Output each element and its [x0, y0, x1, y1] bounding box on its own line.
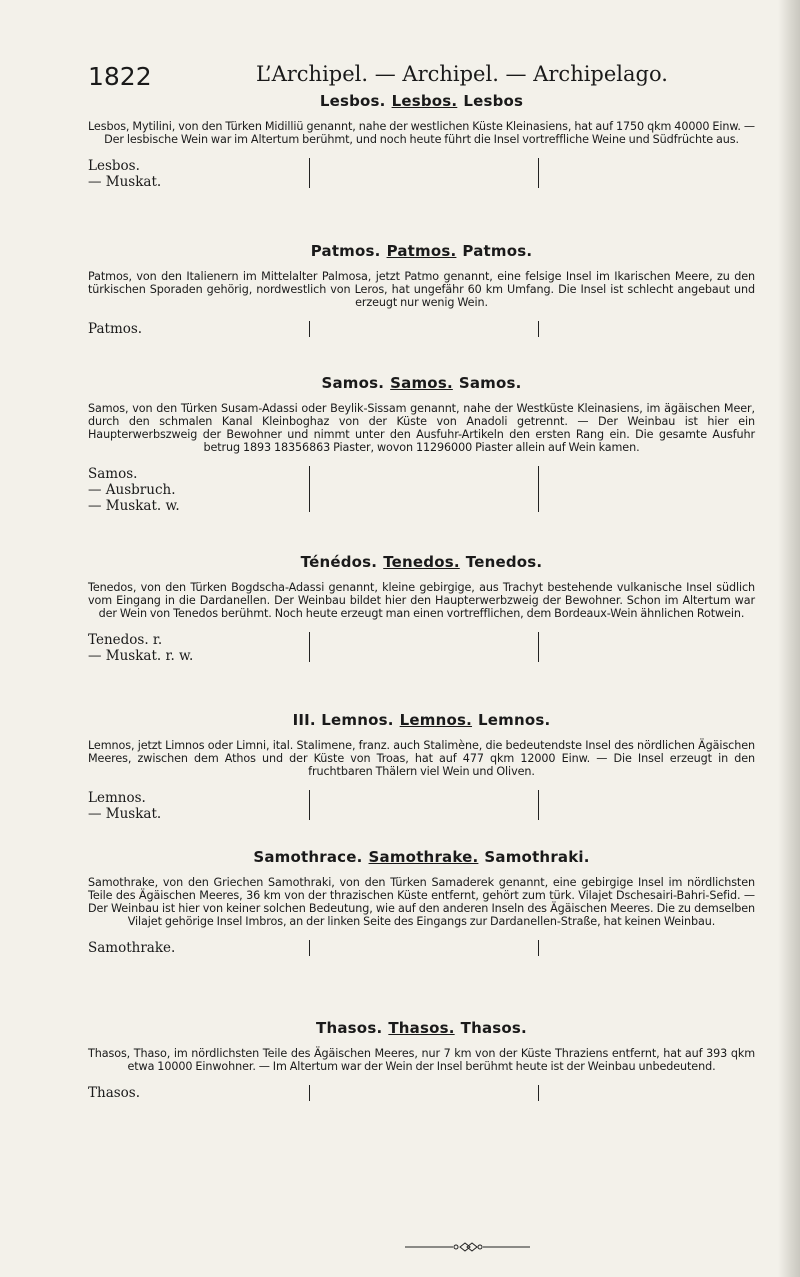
name-english: Patmos.: [462, 242, 533, 260]
wine-list: [88, 158, 755, 190]
wine-item: — Muskat. r. w.: [88, 648, 194, 664]
wine-list: [88, 632, 755, 664]
entry-tenedos: [88, 553, 755, 664]
entry-heading: [88, 242, 755, 260]
name-french: Lesbos.: [319, 92, 386, 110]
name-french: Patmos.: [310, 242, 381, 260]
entry-description: Lemnos, jetzt Limnos oder Limni, ital. Stalimene, franz. auch Stalimène, die bedeutendste Insel des nördlichen Ägäischen Meeres, zwischen dem Athos und der Küste von Troas, hat auf 477 qkm 12000 Einw. — Die Insel erzeugt in den fruchtbaren Thälern viel Wein und Oliven.: [88, 739, 755, 778]
running-head: L’Archipel. — Archipel. — Archipelago.: [256, 62, 668, 86]
wine-list: [88, 321, 755, 337]
column-rule: [309, 790, 310, 820]
entry-description: Lesbos, Mytilini, von den Türken Midilliü genannt, nahe der westlichen Küste Kleinasiens, hat auf 1750 qkm 40000 Einw. — Der lesbische Wein war im Altertum berühmt, und noch heute führt die Insel vortreffliche Weine und Südfrüchte aus.: [88, 120, 755, 146]
column-rule: [538, 321, 539, 337]
entry-lemnos: [88, 711, 755, 822]
column-rule: [309, 321, 310, 337]
column-rule: [309, 1085, 310, 1101]
entry-heading: [88, 92, 755, 110]
wine-item: — Ausbruch.: [88, 482, 176, 498]
wine-item: — Muskat. w.: [88, 498, 180, 514]
name-german: Lemnos.: [399, 711, 473, 729]
page-edge: [778, 0, 800, 1277]
wine-item: Samos.: [88, 466, 138, 482]
entry-heading: [88, 711, 755, 729]
wine-item: Lemnos.: [88, 790, 146, 806]
wine-list: [88, 1085, 755, 1101]
entry-description: Tenedos, von den Türken Bogdscha-Adassi genannt, kleine gebirgige, aus Trachyt bestehende vulkanische Insel südlich vom Eingang in die Dardanellen. Der Weinbau bildet hier den Haupterwerbzweig der Bewohner. Schon im Altertum war der Wein von Tenedos berühmt. Noch heute erzeugt man einen vortrefflichen, dem Bordeaux-Wein ähnlichen Rotwein.: [88, 581, 755, 620]
column-rule: [309, 940, 310, 956]
wine-item: — Muskat.: [88, 174, 162, 190]
wine-item: Samothrake.: [88, 940, 176, 956]
column-rule: [538, 790, 539, 820]
entry-patmos: [88, 242, 755, 337]
entry-description: Thasos, Thaso, im nördlichsten Teile des Ägäischen Meeres, nur 7 km von der Küste Thraziens entfernt, hat auf 393 qkm etwa 10000 Einwohner. — Im Altertum war der Wein der Insel berühmt heute ist der Weinbau unbedeutend.: [88, 1047, 755, 1073]
entry-lesbos: [88, 92, 755, 190]
wine-item: Lesbos.: [88, 158, 140, 174]
name-german: Thasos.: [388, 1019, 455, 1037]
name-french: Samothrace.: [253, 848, 363, 866]
name-german: Patmos.: [386, 242, 457, 260]
name-english: Samothraki.: [484, 848, 590, 866]
column-rule: [538, 632, 539, 662]
wine-item: Tenedos. r.: [88, 632, 163, 648]
wine-list: [88, 940, 755, 956]
wine-list: [88, 466, 755, 514]
entry-samos: [88, 374, 755, 514]
column-rule: [538, 158, 539, 188]
wine-item: Thasos.: [88, 1085, 141, 1101]
page-number: 1822: [88, 62, 152, 91]
name-german: Samos.: [390, 374, 453, 392]
wine-list: [88, 790, 755, 822]
name-german: Tenedos.: [383, 553, 460, 571]
entry-heading: [88, 848, 755, 866]
column-rule: [309, 158, 310, 188]
column-rule: [538, 940, 539, 956]
name-french: Samos.: [321, 374, 385, 392]
name-english: Lesbos: [463, 92, 524, 110]
entry-description: Samothrake, von den Griechen Samothraki, von den Türken Samaderek genannt, eine gebirgige Insel im nördlichsten Teile des Ägäischen Meeres, 36 km von der thrazischen Küste entfernt, gehört zum türk. Vilajet Dschesairi-Bahri-Sefid. — Der Weinbau ist hier von keiner solchen Bedeutung, wie auf den anderen Inseln des Ägäischen Meeres. Die zu demselben Vilajet gehörige Insel Imbros, an der linken Seite des Eingangs zur Dardanellen-Straße, hat keinen Weinbau.: [88, 876, 755, 928]
wine-item: — Muskat.: [88, 806, 162, 822]
name-german: Lesbos.: [391, 92, 458, 110]
name-french: Thasos.: [316, 1019, 383, 1037]
name-french: Ténédos.: [300, 553, 378, 571]
wine-item: Patmos.: [88, 321, 143, 337]
column-rule: [538, 466, 539, 512]
entry-heading: [88, 1019, 755, 1037]
entry-heading: [88, 374, 755, 392]
column-rule: [309, 466, 310, 512]
name-english: Samos.: [458, 374, 522, 392]
entry-description: Samos, von den Türken Susam-Adassi oder Beylik-Sissam genannt, nahe der Westküste Kleinasiens, im ägäischen Meer, durch den schmalen Kanal Kleinboghaz von der Küste von Anadoli getrennt. — Der Weinbau ist hier ein Haupterwerbszweig der Bewohner und nimmt unter den Ausfuhr-Artikeln den ersten Rang ein. Die gesamte Ausfuhr betrug 1893 18356863 Piaster, wovon 11296000 Piaster allein auf Wein kamen.: [88, 402, 755, 454]
name-english: Tenedos.: [465, 553, 543, 571]
entry-description: Patmos, von den Italienern im Mittelalter Palmosa, jetzt Patmo genannt, eine felsige Insel im Ikarischen Meere, zu den türkischen Sporaden gehörig, nordwestlich von Leros, hat ungefähr 60 km Umfang. Die Insel ist schlecht angebaut und erzeugt nur wenig Wein.: [88, 270, 755, 309]
entry-samothrake: [88, 848, 755, 956]
name-english: Thasos.: [460, 1019, 527, 1037]
name-german: Samothrake.: [368, 848, 479, 866]
column-rule: [538, 1085, 539, 1101]
divider-ornament: [405, 1242, 530, 1252]
column-rule: [309, 632, 310, 662]
entry-heading: [88, 553, 755, 571]
name-french: III. Lemnos.: [292, 711, 394, 729]
entry-thasos: [88, 1019, 755, 1101]
name-english: Lemnos.: [478, 711, 551, 729]
